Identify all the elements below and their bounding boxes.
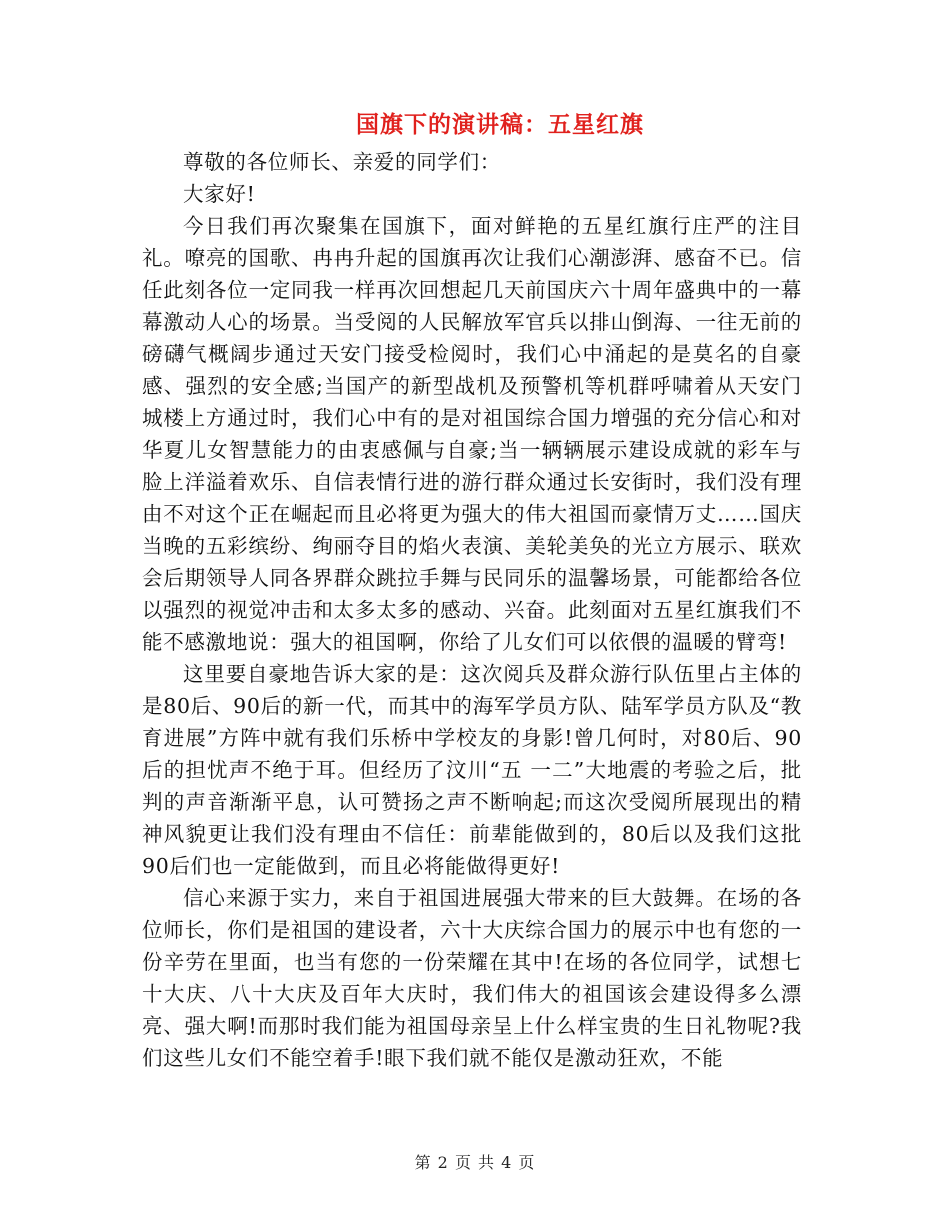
greeting-paragraph: 大家好! — [183, 182, 256, 206]
body-paragraph: 今日我们再次聚集在国旗下，面对鲜艳的五星红旗行庄严的注目礼。嘹亮的国歌、冉冉升起的国旗再次让我们心潮澎湃、感奋不已。信任此刻各位一定同我一样再次回想起几天前国庆六十周年盛典中的一幕幕激动人心的场景。当受阅的人民解放军官兵以排山倒海、一往无前的磅礴气概阔步通过天安门接受检阅时，我们心中涌起的是莫名的自豪感、强烈的安全感;当国产的新型战机及预警机等机群呼啸着从天安门城楼上方通过时，我们心中有的是对祖国综合国力增强的充分信心和对华夏儿女智慧能力的由衷感佩与自豪;当一辆辆展示建设成就的彩车与脸上洋溢着欢乐、自信表情行进的游行群众通过长安街时，我们没有理由不对这个正在崛起而且必将更为强大的伟大祖国而豪情万丈……国庆当晚的五彩缤纷、绚丽夺目的焰火表演、美轮美奂的光立方展示、联欢会后期领导人同各界群众跳拉手舞与民同乐的温馨场景，可能都给各位以强烈的视觉冲击和太多太多的感动、兴奋。此刻面对五星红旗我们不能不感激地说：强大的祖国啊，你给了儿女们可以依偎的温暖的臂弯! — [142, 214, 802, 654]
page-number-footer: 第 2 页 共 4 页 — [414, 1153, 536, 1172]
document-title: 国旗下的演讲稿：五星红旗 — [356, 111, 644, 138]
document-body — [142, 146, 802, 1074]
body-paragraph: 这里要自豪地告诉大家的是：这次阅兵及群众游行队伍里占主体的是80后、90后的新一代，而其中的海军学员方队、陆军学员方队及“教育进展”方阵中就有我们乐桥中学校友的身影!曾几何时，对80后、90后的担忧声不绝于耳。但经历了汶川“五 一二”大地震的考验之后，批判的声音渐渐平息，认可赞扬之声不断响起;而这次受阅所展现出的精神风貌更让我们没有理由不信任：前辈能做到的，80后以及我们这批90后们也一定能做到，而且必将能做得更好! — [142, 662, 802, 878]
body-paragraph: 信心来源于实力，来自于祖国进展强大带来的巨大鼓舞。在场的各位师长，你们是祖国的建设者，六十大庆综合国力的展示中也有您的一份辛劳在里面，也当有您的一份荣耀在其中!在场的各位同学，试想七十大庆、八十大庆及百年大庆时，我们伟大的祖国该会建设得多么漂亮、强大啊!而那时我们能为祖国母亲呈上什么样宝贵的生日礼物呢?我们这些儿女们不能空着手!眼下我们就不能仅是激动狂欢，不能 — [142, 886, 802, 1070]
salutation-paragraph: 尊敬的各位师长、亲爱的同学们： — [183, 150, 501, 174]
